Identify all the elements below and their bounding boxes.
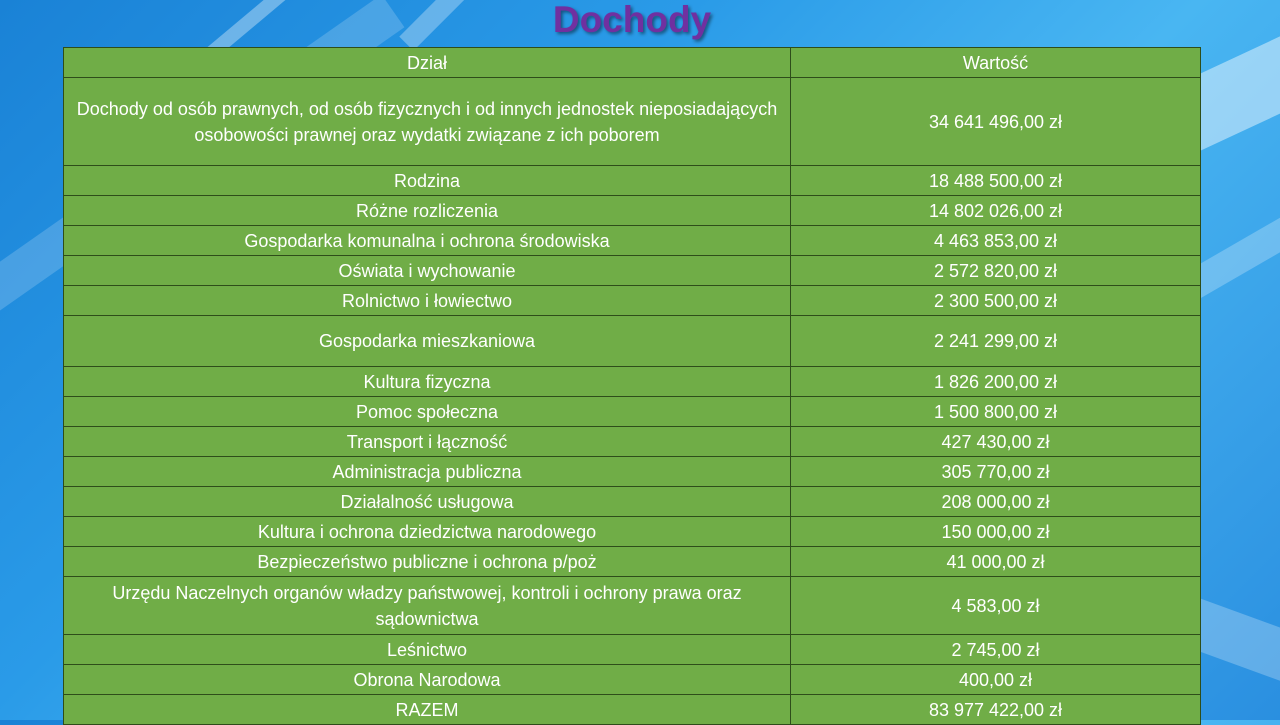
table-row — [64, 577, 1201, 635]
row-label: Transport i łączność — [64, 427, 791, 457]
table-row — [64, 457, 1201, 487]
column-header-wartosc: Wartość — [791, 48, 1201, 78]
table-row — [64, 517, 1201, 547]
row-label: Różne rozliczenia — [64, 196, 791, 226]
row-label: Administracja publiczna — [64, 457, 791, 487]
row-value: 305 770,00 zł — [791, 457, 1201, 487]
row-label: Obrona Narodowa — [64, 665, 791, 695]
column-header-dzial: Dział — [64, 48, 791, 78]
row-label: Kultura fizyczna — [64, 367, 791, 397]
table-row — [64, 226, 1201, 256]
row-label: Oświata i wychowanie — [64, 256, 791, 286]
row-value: 41 000,00 zł — [791, 547, 1201, 577]
row-value: 400,00 zł — [791, 665, 1201, 695]
row-value: 14 802 026,00 zł — [791, 196, 1201, 226]
row-label: Działalność usługowa — [64, 487, 791, 517]
row-value: 4 463 853,00 zł — [791, 226, 1201, 256]
row-value: 208 000,00 zł — [791, 487, 1201, 517]
table-header-row — [64, 48, 1201, 78]
row-value: 2 241 299,00 zł — [791, 316, 1201, 367]
table-row — [64, 427, 1201, 457]
table-row — [64, 397, 1201, 427]
row-label: Rodzina — [64, 166, 791, 196]
row-value: 2 572 820,00 zł — [791, 256, 1201, 286]
table-row — [64, 316, 1201, 367]
table-row — [64, 286, 1201, 316]
table-row — [64, 665, 1201, 695]
row-label: Gospodarka komunalna i ochrona środowiska — [64, 226, 791, 256]
row-value: 18 488 500,00 zł — [791, 166, 1201, 196]
row-value: 2 300 500,00 zł — [791, 286, 1201, 316]
total-value: 83 977 422,00 zł — [791, 695, 1201, 725]
table-row — [64, 635, 1201, 665]
revenue-table — [63, 47, 1201, 725]
row-label: Rolnictwo i łowiectwo — [64, 286, 791, 316]
total-row — [64, 695, 1201, 725]
table-row — [64, 367, 1201, 397]
row-value: 427 430,00 zł — [791, 427, 1201, 457]
row-label: Leśnictwo — [64, 635, 791, 665]
table-row — [64, 78, 1201, 166]
row-value: 1 500 800,00 zł — [791, 397, 1201, 427]
table-row — [64, 166, 1201, 196]
table-row — [64, 547, 1201, 577]
row-label: Gospodarka mieszkaniowa — [64, 316, 791, 367]
row-value: 1 826 200,00 zł — [791, 367, 1201, 397]
row-label: Pomoc społeczna — [64, 397, 791, 427]
row-value: 150 000,00 zł — [791, 517, 1201, 547]
row-label: Kultura i ochrona dziedzictwa narodowego — [64, 517, 791, 547]
table-row — [64, 196, 1201, 226]
table-row — [64, 487, 1201, 517]
table-row — [64, 256, 1201, 286]
row-label: Bezpieczeństwo publiczne i ochrona p/poż — [64, 547, 791, 577]
row-value: 34 641 496,00 zł — [791, 78, 1201, 166]
row-value: 2 745,00 zł — [791, 635, 1201, 665]
total-label: RAZEM — [64, 695, 791, 725]
row-label: Dochody od osób prawnych, od osób fizycznych i od innych jednostek nieposiadających osobowości prawnej oraz wydatki związane z ich poborem — [64, 78, 791, 166]
row-label: Urzędu Naczelnych organów władzy państwowej, kontroli i ochrony prawa oraz sądownictwa — [64, 577, 791, 635]
row-value: 4 583,00 zł — [791, 577, 1201, 635]
slide-title: Dochody — [552, 0, 712, 40]
